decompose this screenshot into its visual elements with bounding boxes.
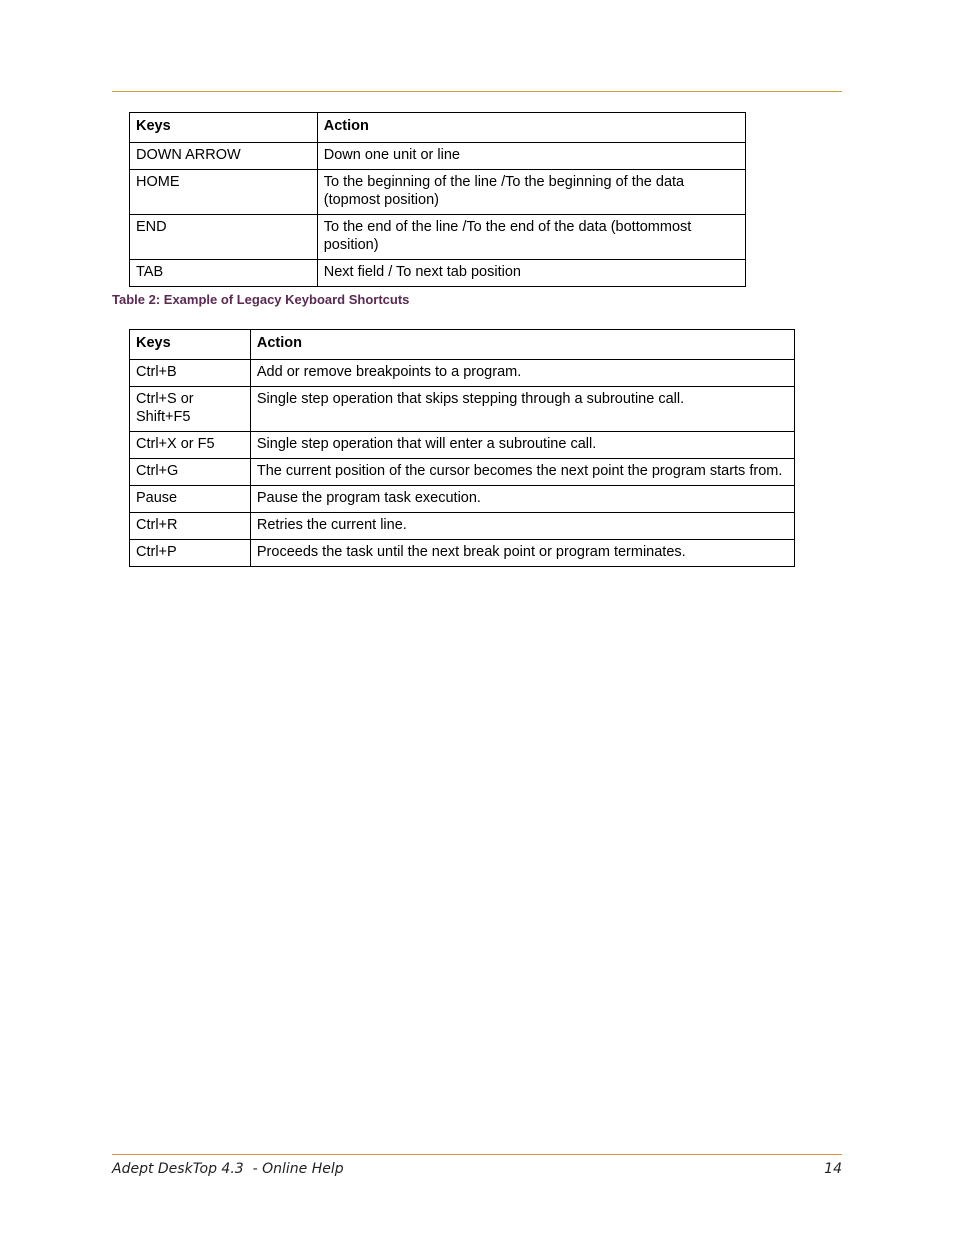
key-cell: Ctrl+P [130,540,251,567]
action-header: Action [250,330,794,360]
key-cell: Ctrl+R [130,513,251,540]
action-cell: Retries the current line. [250,513,794,540]
table-header-row [130,113,746,143]
key-cell: END [130,215,318,260]
key-cell: TAB [130,260,318,287]
action-cell: Pause the program task execution. [250,486,794,513]
table-row [130,513,795,540]
table-row [130,260,746,287]
action-cell: Add or remove breakpoints to a program. [250,360,794,387]
key-cell: Ctrl+X or F5 [130,432,251,459]
page-number: 14 [824,1161,842,1177]
key-cell: Ctrl+B [130,360,251,387]
table-row [130,486,795,513]
header-rule [112,91,842,92]
action-cell: Down one unit or line [317,143,745,170]
table-row [130,170,746,215]
action-cell: To the end of the line /To the end of the data (bottommost position) [317,215,745,260]
keys-header: Keys [130,330,251,360]
table-row [130,215,746,260]
footer-rule [112,1154,842,1155]
table-row [130,459,795,486]
keys-header: Keys [130,113,318,143]
legacy-keyboard-shortcuts-table [129,329,795,567]
footer-title: Adept DeskTop 4.3 - Online Help [112,1161,344,1177]
key-cell: DOWN ARROW [130,143,318,170]
keyboard-shortcuts-table [129,112,746,287]
table-row [130,360,795,387]
table-row [130,387,795,432]
table-row [130,432,795,459]
action-cell: Proceeds the task until the next break point or program terminates. [250,540,794,567]
key-cell: Pause [130,486,251,513]
table-row [130,540,795,567]
action-cell: Next field / To next tab position [317,260,745,287]
table-header-row [130,330,795,360]
key-cell: HOME [130,170,318,215]
action-cell: To the beginning of the line /To the beginning of the data (topmost position) [317,170,745,215]
action-header: Action [317,113,745,143]
table-row [130,143,746,170]
key-cell: Ctrl+S or Shift+F5 [130,387,251,432]
action-cell: Single step operation that will enter a subroutine call. [250,432,794,459]
key-cell: Ctrl+G [130,459,251,486]
action-cell: Single step operation that skips stepping through a subroutine call. [250,387,794,432]
action-cell: The current position of the cursor becomes the next point the program starts from. [250,459,794,486]
table-caption: Table 2: Example of Legacy Keyboard Shortcuts [112,292,410,307]
